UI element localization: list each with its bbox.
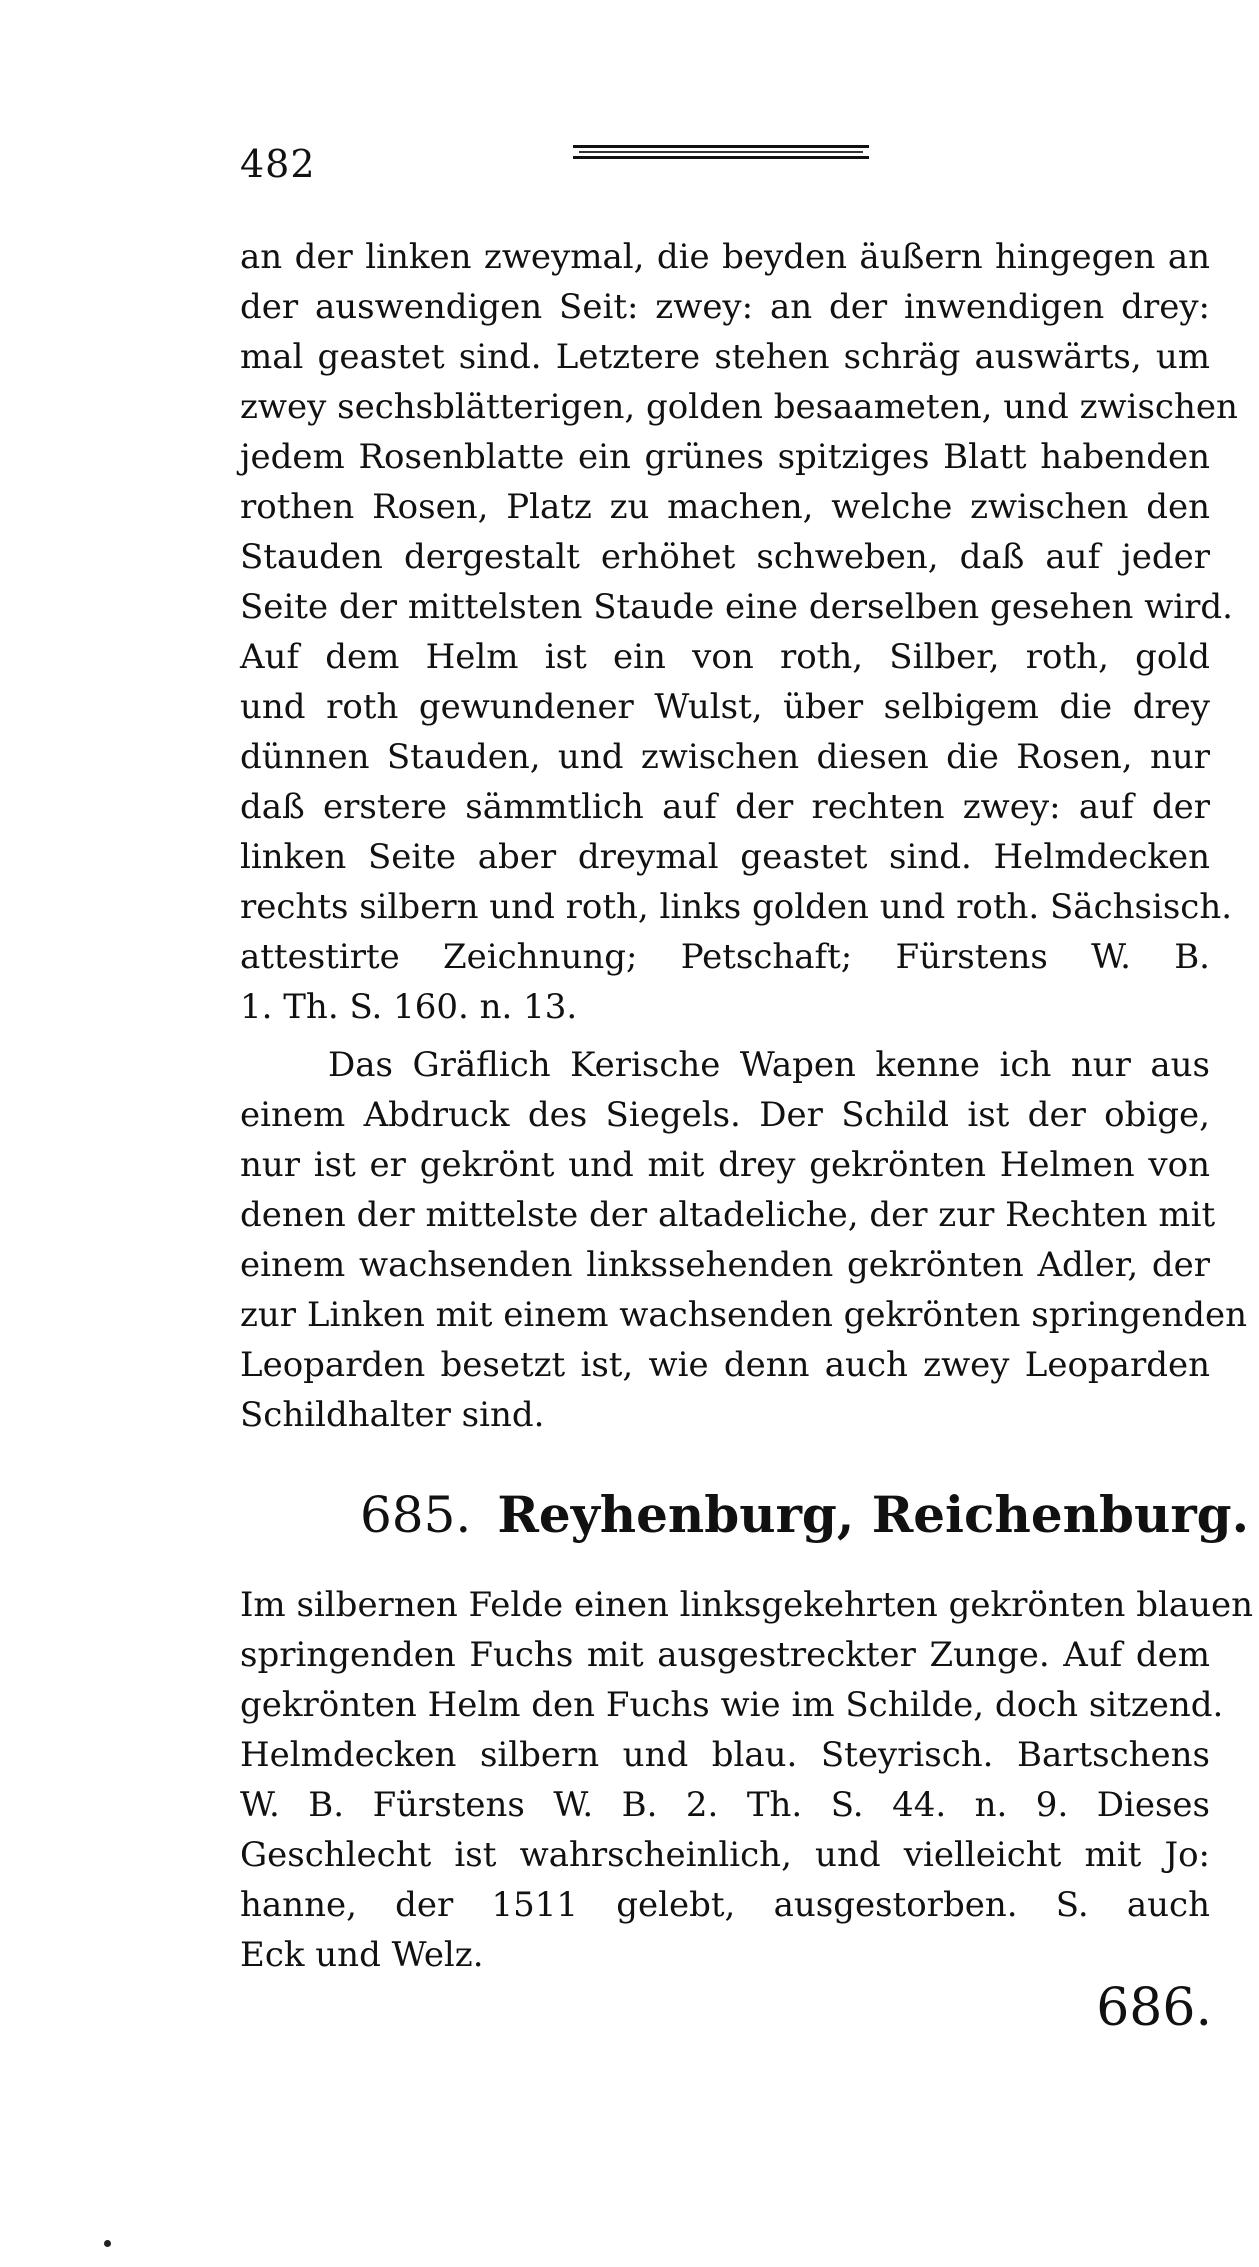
ink-speck xyxy=(104,2240,111,2247)
section-number: 685. xyxy=(360,1486,472,1544)
text-line: Das Gräflich Kerische Wapen kenne ich nur aus xyxy=(328,1045,1210,1085)
text-line: Helmdecken silbern und blau. Steyrisch. Bartschens xyxy=(240,1735,1210,1775)
text-line: hanne, der 1511 gelebt, ausgestorben. S. auch xyxy=(240,1885,1210,1925)
text-line: Im silbernen Felde einen linksgekehrten gekrönten blauen xyxy=(240,1585,1254,1625)
text-line: Geschlecht ist wahrscheinlich, und vielleicht mit Jo: xyxy=(240,1835,1210,1875)
text-line: zur Linken mit einem wachsenden gekrönten springenden xyxy=(240,1295,1248,1335)
text-line: gekrönten Helm den Fuchs wie im Schilde, doch sitzend. xyxy=(240,1685,1224,1725)
text-line: Stauden dergestalt erhöhet schweben, daß auf jeder xyxy=(240,537,1210,577)
text-line: nur ist er gekrönt und mit drey gekrönten Helmen von xyxy=(240,1145,1210,1185)
text-line: Leoparden besetzt ist, wie denn auch zwey Leoparden xyxy=(240,1345,1210,1385)
text-line: an der linken zweymal, die beyden äußern hingegen an xyxy=(240,237,1210,277)
text-line: einem Abdruck des Siegels. Der Schild ist der obige, xyxy=(240,1095,1210,1135)
text-line: daß erstere sämmtlich auf der rechten zwey: auf der xyxy=(240,787,1210,827)
text-line: zwey sechsblätterigen, golden besaameten, und zwischen xyxy=(240,387,1238,427)
text-line: attestirte Zeichnung; Petschaft; Fürstens W. B. xyxy=(240,937,1210,977)
catchword: 686. xyxy=(1096,1978,1212,2038)
text-line: dünnen Stauden, und zwischen diesen die Rosen, nur xyxy=(240,737,1210,777)
text-line: rothen Rosen, Platz zu machen, welche zwischen den xyxy=(240,487,1210,527)
text-line: Seite der mittelsten Staude eine derselben gesehen wird. xyxy=(240,587,1233,627)
paragraph-2 xyxy=(240,1040,1248,1440)
text-line: springenden Fuchs mit ausgestreckter Zunge. Auf dem xyxy=(240,1635,1210,1675)
paragraph-1 xyxy=(240,232,1238,1032)
page-number: 482 xyxy=(240,142,316,186)
text-line: mal geastet sind. Letztere stehen schräg auswärts, um xyxy=(240,337,1210,377)
header-rule xyxy=(573,145,869,161)
text-line: 1. Th. S. 160. n. 13. xyxy=(240,987,578,1027)
text-line: Auf dem Helm ist ein von roth, Silber, roth, gold xyxy=(240,637,1210,677)
text-line: Eck und Welz. xyxy=(240,1935,484,1975)
text-line: der auswendigen Seit: zwey: an der inwendigen drey: xyxy=(240,287,1210,327)
text-line: rechts silbern und roth, links golden und roth. Sächsisch. xyxy=(240,887,1233,927)
section-heading xyxy=(360,1485,1249,1544)
text-line: jedem Rosenblatte ein grünes spitziges Blatt habenden xyxy=(240,437,1210,477)
text-line: W. B. Fürstens W. B. 2. Th. S. 44. n. 9. Dieses xyxy=(240,1785,1210,1825)
text-line: Schildhalter sind. xyxy=(240,1395,545,1435)
paragraph-3 xyxy=(240,1580,1254,1980)
text-line: und roth gewundener Wulst, über selbigem die drey xyxy=(240,687,1210,727)
text-line: einem wachsenden linkssehenden gekrönten Adler, der xyxy=(240,1245,1210,1285)
text-line: linken Seite aber dreymal geastet sind. Helmdecken xyxy=(240,837,1210,877)
text-line: denen der mittelste der altadeliche, der zur Rechten mit xyxy=(240,1195,1216,1235)
section-title: Reyhenburg, Reichenburg. xyxy=(497,1485,1250,1544)
